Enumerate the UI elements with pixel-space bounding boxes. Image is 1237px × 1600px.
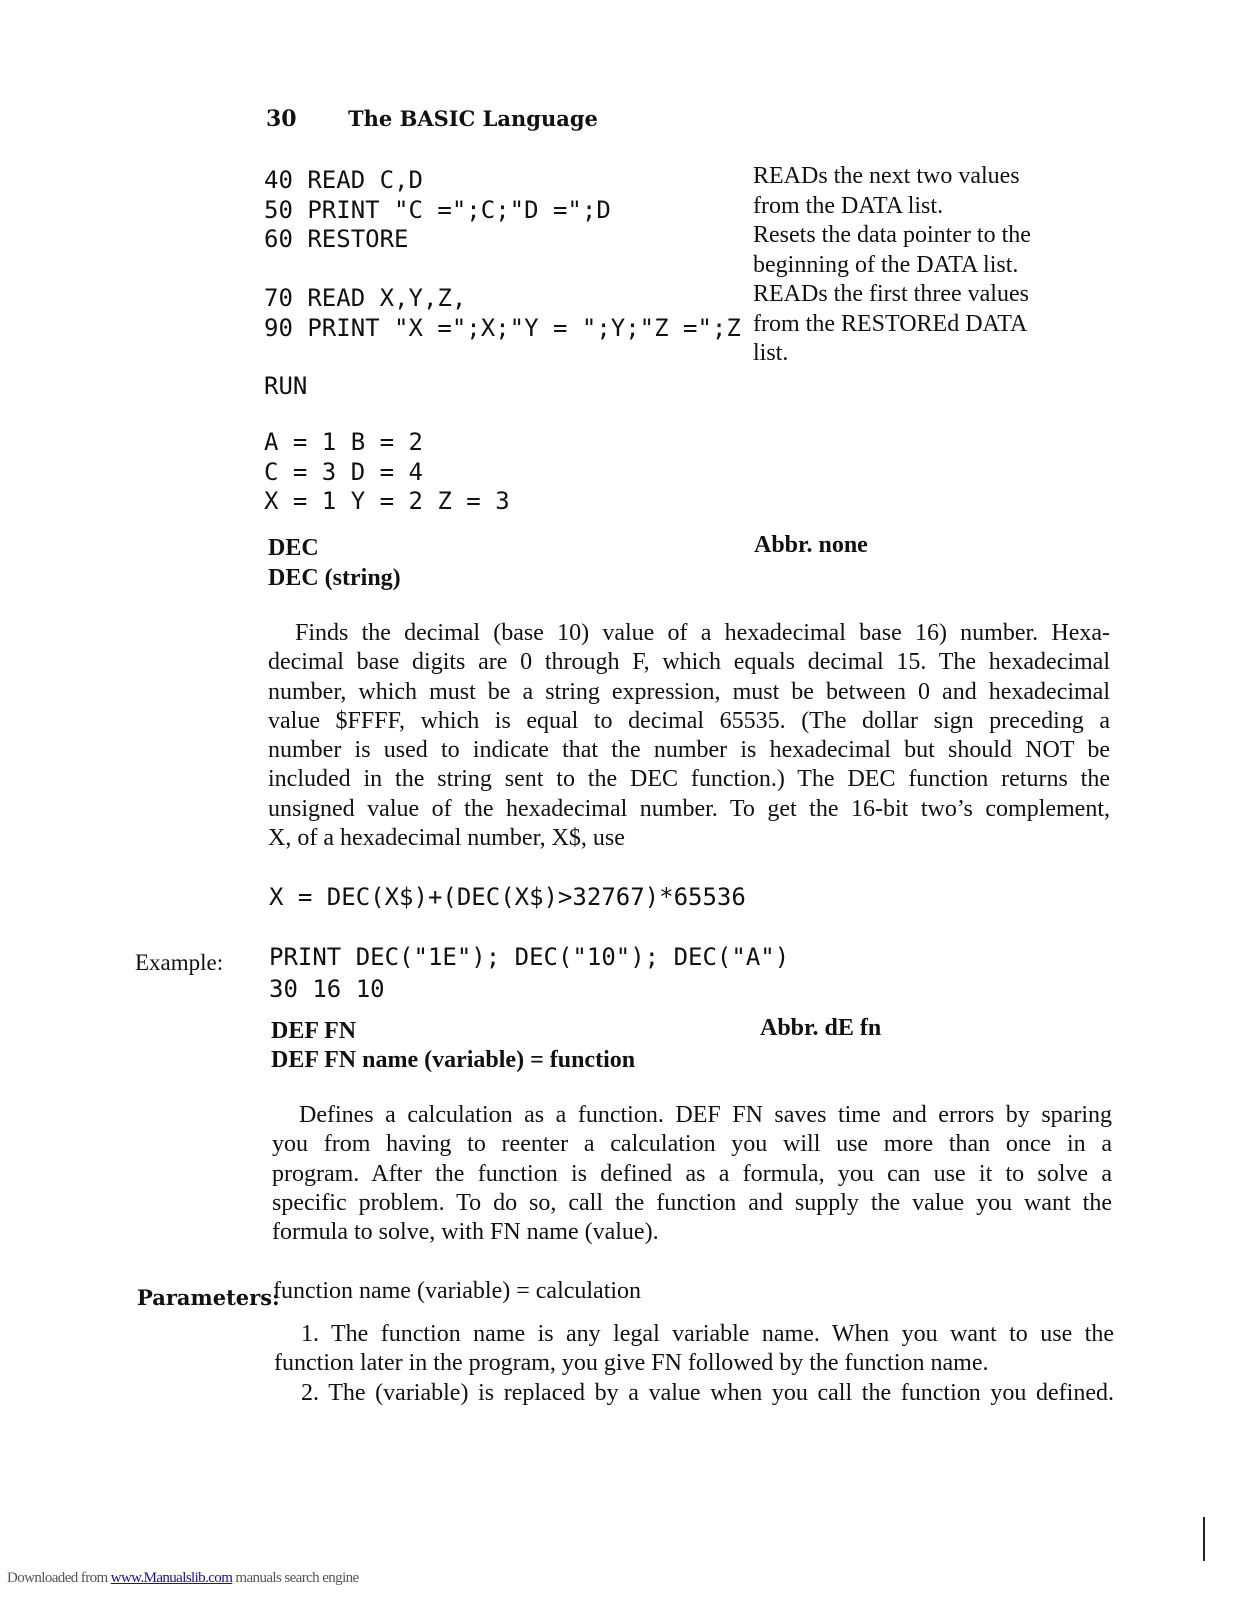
text-line: decimal base digits are 0 through F, which equals decimal 15. The hexadecimal xyxy=(268,649,1110,676)
list-item-text: 2. The (variable) is replaced by a value when you call the function you defined. xyxy=(301,1379,1114,1406)
run-output xyxy=(264,428,510,517)
text-line: Finds the decimal (base 10) value of a hexadecimal base 16) number. Hexa- xyxy=(295,620,1110,646)
output-line: A = 1 B = 2 xyxy=(264,428,423,456)
text-line: specific problem. To do so, call the function and supply the value you want the xyxy=(272,1189,1112,1216)
note-line: from the RESTOREd DATA xyxy=(753,310,1028,337)
parameters-label: Parameters: xyxy=(137,1285,280,1310)
restore-notes xyxy=(753,162,1031,369)
code-line xyxy=(264,255,741,285)
text-line: number, which must be a string expression, must be between 0 and hexadecimal xyxy=(268,678,1110,705)
text-line: formula to solve, with FN name (value). xyxy=(272,1219,659,1246)
text-line: number is used to indicate that the number is hexadecimal but should NOT be xyxy=(268,737,1110,764)
note-line: Resets the data pointer to the xyxy=(753,222,1031,248)
list-item-text: function later in the program, you give FN followed by the function name. xyxy=(274,1350,989,1377)
example-code: PRINT DEC("1E"); DEC("10"); DEC("A") xyxy=(269,943,790,971)
parameters-syntax: function name (variable) = calculation xyxy=(273,1278,642,1304)
note-line: READs the next two values xyxy=(753,163,1020,189)
restore-code-block xyxy=(264,166,741,343)
margin-mark xyxy=(1203,1517,1205,1561)
code-line: 60 RESTORE xyxy=(264,225,409,253)
text-line: included in the string sent to the DEC function.) The DEC function returns the xyxy=(268,766,1110,793)
def-fn-syntax: DEF FN name (variable) = function xyxy=(271,1047,636,1073)
text-line: unsigned value of the hexadecimal number. To get the 16-bit two’s complement, xyxy=(268,795,1110,822)
manualslib-link[interactable]: www.Manualslib.com xyxy=(110,1570,233,1586)
def-fn-abbr: Abbr. dE fn xyxy=(760,1015,882,1041)
text-line: Defines a calculation as a function. DEF FN saves time and errors by sparing xyxy=(299,1102,1112,1128)
dec-description xyxy=(268,619,1110,853)
text-line: program. After the function is defined as a formula, you can use it to solve a xyxy=(272,1160,1112,1187)
running-title: The BASIC Language xyxy=(348,106,598,131)
def-fn-keyword: DEF FN xyxy=(271,1018,357,1044)
download-footer xyxy=(7,1570,359,1587)
list-item-text: 1. The function name is any legal variable name. When you want to use the xyxy=(301,1321,1114,1347)
text-line: you from having to reenter a calculation you will use more than once in a xyxy=(272,1131,1112,1158)
parameters-list xyxy=(274,1320,1114,1408)
def-fn-description xyxy=(272,1101,1112,1247)
output-line: X = 1 Y = 2 Z = 3 xyxy=(264,487,510,515)
footer-suffix: manuals search engine xyxy=(232,1570,359,1586)
code-line: 90 PRINT "X =";X;"Y = ";Y;"Z =";Z xyxy=(264,313,741,342)
text-line: value $FFFF, which is equal to decimal 65535. (The dollar sign preceding a xyxy=(268,707,1110,734)
note-line: from the DATA list. xyxy=(753,192,944,219)
run-command: RUN xyxy=(264,372,308,400)
code-line: 50 PRINT "C =";C;"D =";D xyxy=(264,195,611,224)
note-line: beginning of the DATA list. xyxy=(753,251,1019,278)
example-output: 30 16 10 xyxy=(269,975,385,1003)
output-line: C = 3 D = 4 xyxy=(264,457,423,486)
code-line: 70 READ X,Y,Z, xyxy=(264,284,467,312)
page-number: 30 xyxy=(266,106,297,132)
dec-keyword: DEC xyxy=(268,535,319,561)
dec-syntax: DEC (string) xyxy=(268,565,401,591)
text-line: X, of a hexadecimal number, X$, use xyxy=(268,825,625,852)
dec-formula: X = DEC(X$)+(DEC(X$)>32767)*65536 xyxy=(269,883,746,911)
code-line: 40 READ C,D xyxy=(264,166,423,194)
note-line: READs the first three values xyxy=(753,281,1029,307)
dec-abbr: Abbr. none xyxy=(754,532,868,558)
example-label: Example: xyxy=(135,950,224,975)
footer-prefix: Downloaded from xyxy=(7,1570,111,1586)
note-line: list. xyxy=(753,340,789,366)
